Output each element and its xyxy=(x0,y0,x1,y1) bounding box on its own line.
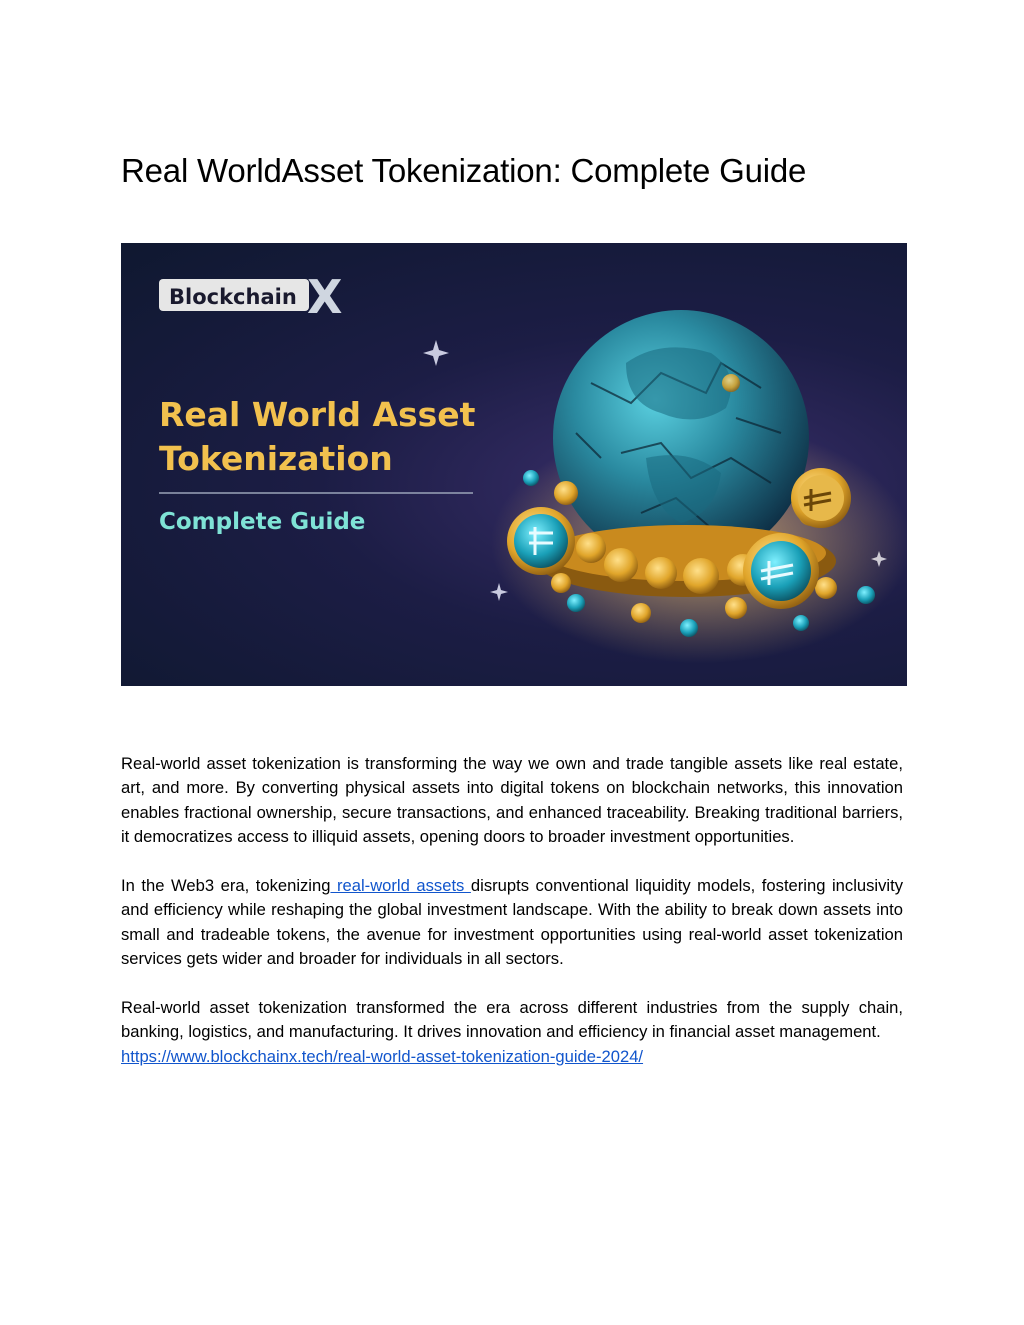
banner-subheading: Complete Guide xyxy=(159,509,366,535)
banner-heading-line1: Real World Asset xyxy=(159,395,476,434)
paragraph-intro: Real-world asset tokenization is transforming the way we own and trade tangible assets like real estate, art, and more. By converting physical assets into digital tokens on blockchain networks, this innovation enables fractional ownership, secure transactions, and enhanced traceability. Breaking traditional barriers, it democratizes access to illiquid assets, opening doors to broader investment opportunities. xyxy=(121,754,903,847)
real-world-assets-link[interactable]: real-world assets xyxy=(330,876,471,896)
blockchainx-logo xyxy=(159,270,342,324)
paragraph-web3 xyxy=(121,874,903,972)
hero-banner-image xyxy=(121,243,907,686)
token-coin-right-bottom xyxy=(743,533,819,609)
source-url-link[interactable]: https://www.blockchainx.tech/real-world-asset-tokenization-guide-2024/ xyxy=(121,1046,644,1066)
article-body xyxy=(121,752,903,1069)
banner-heading-line2: Tokenization xyxy=(159,439,393,478)
token-coin-right-top xyxy=(791,468,851,528)
page-title: Real WorldAsset Tokenization: Complete Guide xyxy=(121,152,807,189)
paragraph-web3-start: In the Web3 era, tokenizing xyxy=(121,876,331,896)
logo-text: Blockchain xyxy=(169,285,297,309)
paragraph-industries: Real-world asset tokenization transformed the era across different industries from the supply chain, banking, logistics, and manufacturing. It drives innovation and efficiency in financial asset management. xyxy=(121,998,903,1042)
paragraph-web3-end: disrupts conventional liquidity models, fostering inclusivity and efficiency while reshaping the global investment landscape. With the ability to break down assets into small and tradeable tokens, the avenue for investment opportunities using real-world asset tokenization services gets wider and broader for individuals in all sectors. xyxy=(121,876,904,969)
token-coin-left xyxy=(507,507,575,575)
logo-mark: X xyxy=(307,270,343,324)
